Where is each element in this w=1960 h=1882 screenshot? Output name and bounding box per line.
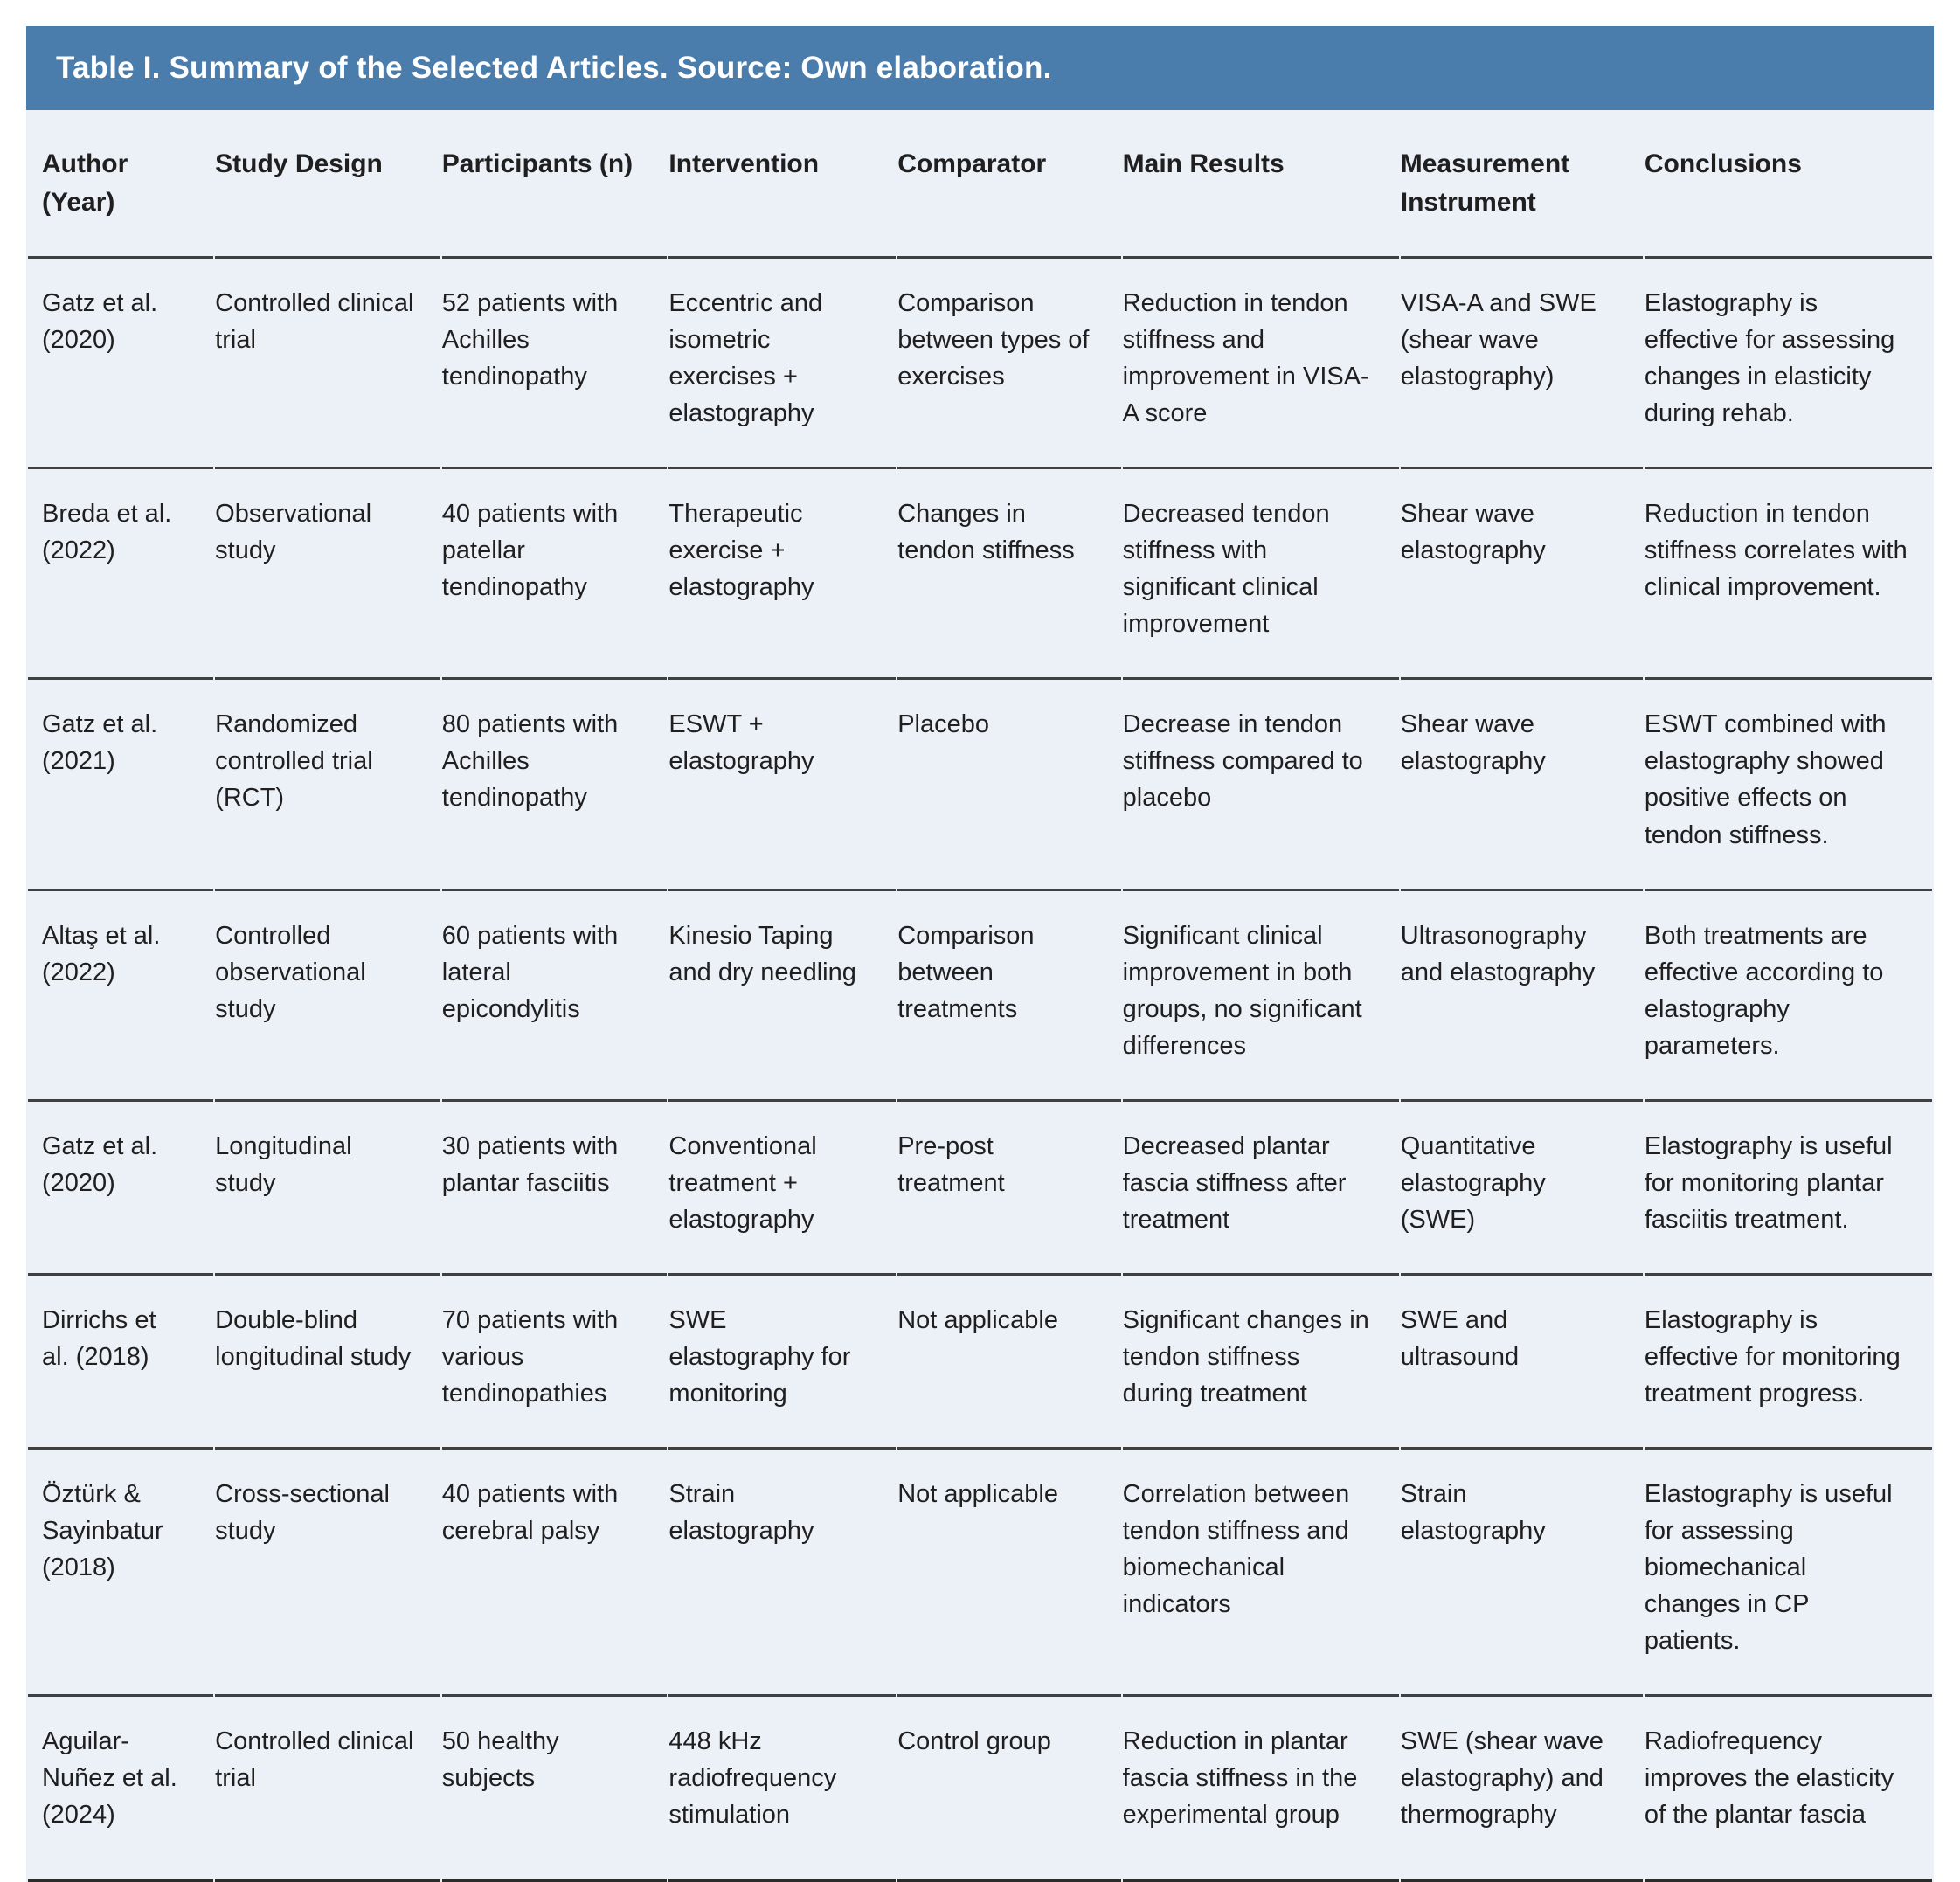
col-header-study-design: Study Design	[215, 110, 440, 259]
cell-main-results: Correlation between tendon stiffness and biomechanical indicators	[1123, 1450, 1399, 1697]
cell-main-results: Decreased plantar fascia stiffness after treatment	[1123, 1102, 1399, 1276]
cell-measurement-instrument: Ultrasonography and elastography	[1401, 891, 1643, 1102]
col-header-intervention: Intervention	[668, 110, 896, 259]
table-row	[28, 1450, 1932, 1697]
table-row	[28, 891, 1932, 1102]
cell-comparator: Not applicable	[897, 1450, 1120, 1697]
cell-conclusions: ESWT combined with elastography showed positive effects on tendon stiffness.	[1645, 680, 1932, 890]
table-row	[28, 1102, 1932, 1276]
cell-study-design: Longitudinal study	[215, 1102, 440, 1276]
header-row	[28, 110, 1932, 259]
cell-author: Gatz et al. (2020)	[28, 259, 213, 469]
cell-participants: 30 patients with plantar fasciitis	[442, 1102, 668, 1276]
cell-main-results: Significant changes in tendon stiffness during treatment	[1123, 1276, 1399, 1450]
table-row	[28, 1697, 1932, 1882]
cell-conclusions: Reduction in tendon stiffness correlates with clinical improvement.	[1645, 469, 1932, 680]
cell-study-design: Double-blind longitudinal study	[215, 1276, 440, 1450]
table-title: Table I. Summary of the Selected Articles. Source: Own elaboration.	[56, 51, 1052, 85]
cell-measurement-instrument: Quantitative elastography (SWE)	[1401, 1102, 1643, 1276]
cell-conclusions: Radiofrequency improves the elasticity of the plantar fascia	[1645, 1697, 1932, 1882]
cell-intervention: Strain elastography	[668, 1450, 896, 1697]
col-header-comparator: Comparator	[897, 110, 1120, 259]
cell-participants: 50 healthy subjects	[442, 1697, 668, 1882]
table-row	[28, 1276, 1932, 1450]
cell-measurement-instrument: VISA-A and SWE (shear wave elastography)	[1401, 259, 1643, 469]
cell-study-design: Controlled observational study	[215, 891, 440, 1102]
col-header-conclusions: Conclusions	[1645, 110, 1932, 259]
table-row	[28, 469, 1932, 680]
cell-participants: 70 patients with various tendinopathies	[442, 1276, 668, 1450]
cell-measurement-instrument: SWE (shear wave elastography) and thermography	[1401, 1697, 1643, 1882]
col-header-participants: Participants (n)	[442, 110, 668, 259]
cell-conclusions: Elastography is effective for monitoring treatment progress.	[1645, 1276, 1932, 1450]
cell-comparator: Comparison between treatments	[897, 891, 1120, 1102]
cell-author: Breda et al. (2022)	[28, 469, 213, 680]
cell-author: Gatz et al. (2021)	[28, 680, 213, 890]
cell-intervention: SWE elastography for monitoring	[668, 1276, 896, 1450]
cell-intervention: Eccentric and isometric exercises + elastography	[668, 259, 896, 469]
cell-comparator: Not applicable	[897, 1276, 1120, 1450]
cell-author: Aguilar-Nuñez et al. (2024)	[28, 1697, 213, 1882]
cell-intervention: Conventional treatment + elastography	[668, 1102, 896, 1276]
cell-conclusions: Elastography is useful for monitoring plantar fasciitis treatment.	[1645, 1102, 1932, 1276]
cell-main-results: Decreased tendon stiffness with significant clinical improvement	[1123, 469, 1399, 680]
table-figure	[26, 26, 1934, 1882]
cell-measurement-instrument: SWE and ultrasound	[1401, 1276, 1643, 1450]
table-row	[28, 680, 1932, 890]
cell-study-design: Cross-sectional study	[215, 1450, 440, 1697]
cell-participants: 40 patients with cerebral palsy	[442, 1450, 668, 1697]
cell-measurement-instrument: Shear wave elastography	[1401, 469, 1643, 680]
cell-intervention: ESWT + elastography	[668, 680, 896, 890]
cell-study-design: Controlled clinical trial	[215, 1697, 440, 1882]
cell-main-results: Reduction in plantar fascia stiffness in the experimental group	[1123, 1697, 1399, 1882]
col-header-measurement-instrument: Measurement Instrument	[1401, 110, 1643, 259]
cell-measurement-instrument: Strain elastography	[1401, 1450, 1643, 1697]
cell-comparator: Placebo	[897, 680, 1120, 890]
table-title-bar	[26, 26, 1934, 110]
cell-comparator: Pre-post treatment	[897, 1102, 1120, 1276]
cell-study-design: Controlled clinical trial	[215, 259, 440, 469]
cell-intervention: Therapeutic exercise + elastography	[668, 469, 896, 680]
cell-main-results: Reduction in tendon stiffness and improvement in VISA-A score	[1123, 259, 1399, 469]
cell-comparator: Changes in tendon stiffness	[897, 469, 1120, 680]
cell-conclusions: Elastography is useful for assessing biomechanical changes in CP patients.	[1645, 1450, 1932, 1697]
table-row	[28, 259, 1932, 469]
cell-participants: 60 patients with lateral epicondylitis	[442, 891, 668, 1102]
cell-intervention: Kinesio Taping and dry needling	[668, 891, 896, 1102]
cell-participants: 80 patients with Achilles tendinopathy	[442, 680, 668, 890]
cell-author: Gatz et al. (2020)	[28, 1102, 213, 1276]
cell-comparator: Control group	[897, 1697, 1120, 1882]
cell-study-design: Observational study	[215, 469, 440, 680]
cell-measurement-instrument: Shear wave elastography	[1401, 680, 1643, 890]
cell-study-design: Randomized controlled trial (RCT)	[215, 680, 440, 890]
summary-table	[26, 110, 1934, 1882]
cell-main-results: Significant clinical improvement in both groups, no significant differences	[1123, 891, 1399, 1102]
cell-author: Dirrichs et al. (2018)	[28, 1276, 213, 1450]
cell-intervention: 448 kHz radiofrequency stimulation	[668, 1697, 896, 1882]
cell-main-results: Decrease in tendon stiffness compared to placebo	[1123, 680, 1399, 890]
cell-conclusions: Elastography is effective for assessing changes in elasticity during rehab.	[1645, 259, 1932, 469]
cell-author: Öztürk & Sayinbatur (2018)	[28, 1450, 213, 1697]
col-header-author-year: Author (Year)	[28, 110, 213, 259]
cell-conclusions: Both treatments are effective according to elastography parameters.	[1645, 891, 1932, 1102]
col-header-main-results: Main Results	[1123, 110, 1399, 259]
cell-author: Altaş et al. (2022)	[28, 891, 213, 1102]
cell-comparator: Comparison between types of exercises	[897, 259, 1120, 469]
cell-participants: 52 patients with Achilles tendinopathy	[442, 259, 668, 469]
cell-participants: 40 patients with patellar tendinopathy	[442, 469, 668, 680]
